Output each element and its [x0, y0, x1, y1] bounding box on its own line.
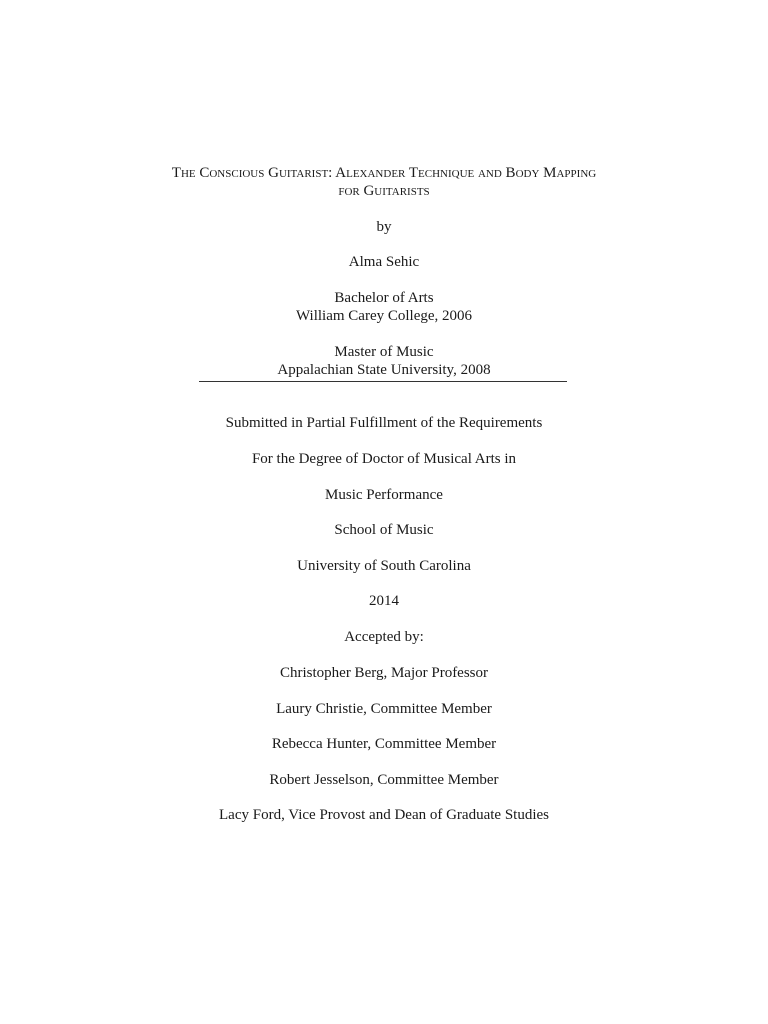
- prior-degree-1: Bachelor of Arts: [334, 290, 434, 306]
- committee-member: Robert Jesselson, Committee Member: [269, 772, 499, 788]
- committee-member: Laury Christie, Committee Member: [276, 701, 492, 717]
- horizontal-rule: [199, 381, 567, 382]
- prior-institution-2: Appalachian State University, 2008: [277, 362, 491, 378]
- program-name: Music Performance: [325, 487, 443, 503]
- dean-signatory: Lacy Ford, Vice Provost and Dean of Graduate Studies: [219, 807, 549, 823]
- by-label: by: [376, 219, 392, 235]
- school-name: School of Music: [334, 522, 434, 538]
- prior-institution-1: William Carey College, 2006: [295, 308, 473, 324]
- accepted-by-label: Accepted by:: [344, 629, 424, 645]
- thesis-title-line-2: for Guitarists: [338, 183, 430, 199]
- thesis-title-line-1: The Conscious Guitarist: Alexander Technique and Body Mapping: [171, 165, 597, 181]
- university-name: University of South Carolina: [297, 558, 471, 574]
- degree-statement: For the Degree of Doctor of Musical Arts in: [251, 451, 517, 467]
- year: 2014: [369, 593, 399, 609]
- submission-statement: Submitted in Partial Fulfillment of the Requirements: [225, 415, 543, 431]
- committee-member: Christopher Berg, Major Professor: [279, 665, 489, 681]
- committee-member: Rebecca Hunter, Committee Member: [271, 736, 497, 752]
- prior-degree-2: Master of Music: [334, 344, 434, 360]
- author-name: Alma Sehic: [348, 254, 420, 270]
